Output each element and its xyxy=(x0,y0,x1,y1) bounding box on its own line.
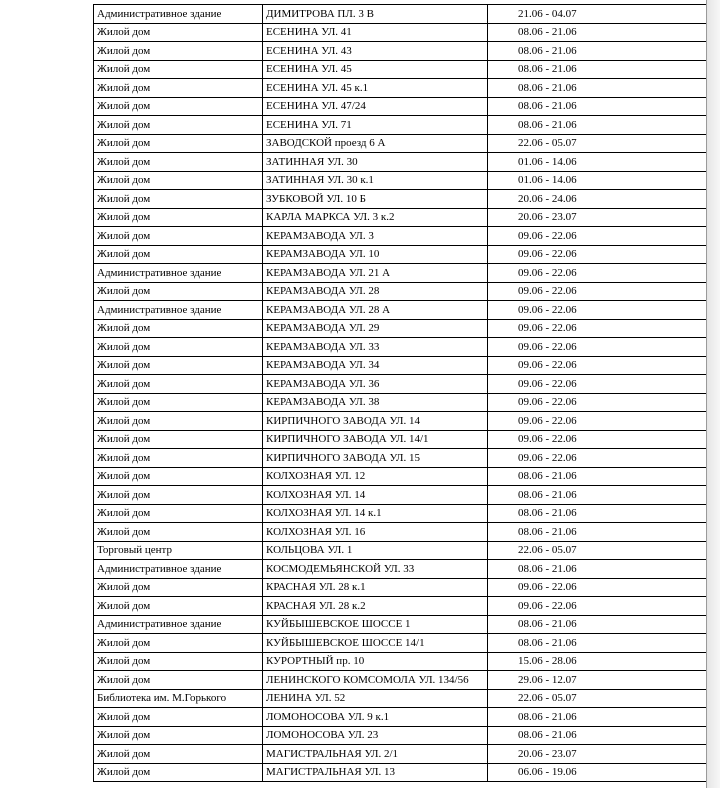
address-cell: КОЛХОЗНАЯ УЛ. 16 xyxy=(263,523,488,542)
table-row xyxy=(94,116,707,135)
table-row xyxy=(94,652,707,671)
period-cell: 09.06 - 22.06 xyxy=(488,449,707,468)
address-cell: ЕСЕНИНА УЛ. 71 xyxy=(263,116,488,135)
building-type-cell: Жилой дом xyxy=(94,486,263,505)
building-type-cell: Жилой дом xyxy=(94,97,263,116)
table-row xyxy=(94,60,707,79)
address-cell: ЕСЕНИНА УЛ. 45 к.1 xyxy=(263,79,488,98)
building-type-cell: Жилой дом xyxy=(94,356,263,375)
address-cell: КЕРАМЗАВОДА УЛ. 3 xyxy=(263,227,488,246)
building-type-cell: Торговый центр xyxy=(94,541,263,560)
building-type-cell: Жилой дом xyxy=(94,134,263,153)
period-cell: 09.06 - 22.06 xyxy=(488,356,707,375)
building-type-cell: Жилой дом xyxy=(94,523,263,542)
address-cell: ЕСЕНИНА УЛ. 45 xyxy=(263,60,488,79)
period-cell: 09.06 - 22.06 xyxy=(488,597,707,616)
table-row xyxy=(94,42,707,61)
building-type-cell: Жилой дом xyxy=(94,116,263,135)
table-row xyxy=(94,393,707,412)
address-cell: КИРПИЧНОГО ЗАВОДА УЛ. 15 xyxy=(263,449,488,468)
building-type-cell: Жилой дом xyxy=(94,708,263,727)
address-cell: МАГИСТРАЛЬНАЯ УЛ. 13 xyxy=(263,763,488,782)
building-type-cell: Библиотека им. М.Горького xyxy=(94,689,263,708)
table-row xyxy=(94,523,707,542)
building-type-cell: Жилой дом xyxy=(94,597,263,616)
period-cell: 08.06 - 21.06 xyxy=(488,523,707,542)
address-cell: ЗАВОДСКОЙ проезд 6 А xyxy=(263,134,488,153)
period-cell: 09.06 - 22.06 xyxy=(488,282,707,301)
period-cell: 01.06 - 14.06 xyxy=(488,153,707,172)
period-cell: 09.06 - 22.06 xyxy=(488,245,707,264)
table-row xyxy=(94,208,707,227)
period-cell: 09.06 - 22.06 xyxy=(488,319,707,338)
building-type-cell: Жилой дом xyxy=(94,282,263,301)
period-cell: 08.06 - 21.06 xyxy=(488,116,707,135)
address-cell: КОСМОДЕМЬЯНСКОЙ УЛ. 33 xyxy=(263,560,488,579)
period-cell: 09.06 - 22.06 xyxy=(488,393,707,412)
building-type-cell: Жилой дом xyxy=(94,504,263,523)
building-type-cell: Жилой дом xyxy=(94,467,263,486)
period-cell: 29.06 - 12.07 xyxy=(488,671,707,690)
address-cell: КОЛЬЦОВА УЛ. 1 xyxy=(263,541,488,560)
building-type-cell: Жилой дом xyxy=(94,79,263,98)
building-type-cell: Жилой дом xyxy=(94,60,263,79)
address-cell: КЕРАМЗАВОДА УЛ. 33 xyxy=(263,338,488,357)
table-row xyxy=(94,153,707,172)
period-cell: 15.06 - 28.06 xyxy=(488,652,707,671)
table-row xyxy=(94,264,707,283)
address-cell: КЕРАМЗАВОДА УЛ. 21 А xyxy=(263,264,488,283)
period-cell: 08.06 - 21.06 xyxy=(488,504,707,523)
table-row xyxy=(94,134,707,153)
table-row xyxy=(94,726,707,745)
address-cell: КОЛХОЗНАЯ УЛ. 14 к.1 xyxy=(263,504,488,523)
building-type-cell: Жилой дом xyxy=(94,171,263,190)
table-row xyxy=(94,634,707,653)
address-cell: КЕРАМЗАВОДА УЛ. 34 xyxy=(263,356,488,375)
building-type-cell: Жилой дом xyxy=(94,227,263,246)
table-row xyxy=(94,597,707,616)
address-cell: КЕРАМЗАВОДА УЛ. 28 А xyxy=(263,301,488,320)
period-cell: 20.06 - 23.07 xyxy=(488,208,707,227)
period-cell: 09.06 - 22.06 xyxy=(488,301,707,320)
period-cell: 09.06 - 22.06 xyxy=(488,412,707,431)
address-cell: КИРПИЧНОГО ЗАВОДА УЛ. 14/1 xyxy=(263,430,488,449)
period-cell: 08.06 - 21.06 xyxy=(488,42,707,61)
address-cell: КУРОРТНЫЙ пр. 10 xyxy=(263,652,488,671)
period-cell: 06.06 - 19.06 xyxy=(488,763,707,782)
building-type-cell: Жилой дом xyxy=(94,652,263,671)
table-row xyxy=(94,23,707,42)
building-type-cell: Жилой дом xyxy=(94,208,263,227)
table-row xyxy=(94,430,707,449)
schedule-table-body xyxy=(94,5,707,782)
address-cell: ЕСЕНИНА УЛ. 43 xyxy=(263,42,488,61)
address-cell: КОЛХОЗНАЯ УЛ. 12 xyxy=(263,467,488,486)
building-type-cell: Жилой дом xyxy=(94,578,263,597)
table-row xyxy=(94,615,707,634)
building-type-cell: Жилой дом xyxy=(94,375,263,394)
address-cell: КЕРАМЗАВОДА УЛ. 10 xyxy=(263,245,488,264)
period-cell: 08.06 - 21.06 xyxy=(488,467,707,486)
address-cell: ЗУБКОВОЙ УЛ. 10 Б xyxy=(263,190,488,209)
table-row xyxy=(94,356,707,375)
address-cell: ЕСЕНИНА УЛ. 41 xyxy=(263,23,488,42)
address-cell: ЛЕНИНА УЛ. 52 xyxy=(263,689,488,708)
building-type-cell: Жилой дом xyxy=(94,430,263,449)
period-cell: 09.06 - 22.06 xyxy=(488,227,707,246)
period-cell: 08.06 - 21.06 xyxy=(488,97,707,116)
period-cell: 20.06 - 24.06 xyxy=(488,190,707,209)
table-row xyxy=(94,375,707,394)
building-type-cell: Жилой дом xyxy=(94,449,263,468)
table-row xyxy=(94,449,707,468)
period-cell: 08.06 - 21.06 xyxy=(488,60,707,79)
table-row xyxy=(94,412,707,431)
address-cell: КОЛХОЗНАЯ УЛ. 14 xyxy=(263,486,488,505)
table-row xyxy=(94,301,707,320)
address-cell: КИРПИЧНОГО ЗАВОДА УЛ. 14 xyxy=(263,412,488,431)
table-row xyxy=(94,708,707,727)
period-cell: 09.06 - 22.06 xyxy=(488,264,707,283)
period-cell: 22.06 - 05.07 xyxy=(488,541,707,560)
period-cell: 22.06 - 05.07 xyxy=(488,689,707,708)
building-type-cell: Жилой дом xyxy=(94,190,263,209)
address-cell: ДИМИТРОВА ПЛ. 3 В xyxy=(263,5,488,24)
table-row xyxy=(94,79,707,98)
period-cell: 08.06 - 21.06 xyxy=(488,708,707,727)
address-cell: КРАСНАЯ УЛ. 28 к.1 xyxy=(263,578,488,597)
period-cell: 08.06 - 21.06 xyxy=(488,560,707,579)
period-cell: 08.06 - 21.06 xyxy=(488,726,707,745)
table-row xyxy=(94,671,707,690)
table-row xyxy=(94,486,707,505)
period-cell: 08.06 - 21.06 xyxy=(488,486,707,505)
table-row xyxy=(94,763,707,782)
period-cell: 09.06 - 22.06 xyxy=(488,430,707,449)
period-cell: 08.06 - 21.06 xyxy=(488,79,707,98)
address-cell: ЛЕНИНСКОГО КОМСОМОЛА УЛ. 134/56 xyxy=(263,671,488,690)
table-row xyxy=(94,227,707,246)
period-cell: 01.06 - 14.06 xyxy=(488,171,707,190)
building-type-cell: Жилой дом xyxy=(94,412,263,431)
building-type-cell: Жилой дом xyxy=(94,153,263,172)
period-cell: 09.06 - 22.06 xyxy=(488,338,707,357)
table-row xyxy=(94,338,707,357)
table-row xyxy=(94,5,707,24)
period-cell: 08.06 - 21.06 xyxy=(488,634,707,653)
building-type-cell: Административное здание xyxy=(94,301,263,320)
address-cell: ЛОМОНОСОВА УЛ. 23 xyxy=(263,726,488,745)
table-row xyxy=(94,282,707,301)
period-cell: 08.06 - 21.06 xyxy=(488,23,707,42)
building-type-cell: Жилой дом xyxy=(94,393,263,412)
table-row xyxy=(94,171,707,190)
address-cell: КЕРАМЗАВОДА УЛ. 29 xyxy=(263,319,488,338)
page-shadow xyxy=(707,0,720,788)
building-type-cell: Жилой дом xyxy=(94,745,263,764)
address-cell: ЗАТИННАЯ УЛ. 30 к.1 xyxy=(263,171,488,190)
building-type-cell: Жилой дом xyxy=(94,42,263,61)
building-type-cell: Административное здание xyxy=(94,560,263,579)
table-row xyxy=(94,745,707,764)
building-type-cell: Административное здание xyxy=(94,615,263,634)
building-type-cell: Жилой дом xyxy=(94,245,263,264)
table-row xyxy=(94,560,707,579)
period-cell: 09.06 - 22.06 xyxy=(488,375,707,394)
address-cell: КУЙБЫШЕВСКОЕ ШОССЕ 1 xyxy=(263,615,488,634)
address-cell: ЕСЕНИНА УЛ. 47/24 xyxy=(263,97,488,116)
address-cell: КЕРАМЗАВОДА УЛ. 36 xyxy=(263,375,488,394)
table-row xyxy=(94,319,707,338)
address-cell: КЕРАМЗАВОДА УЛ. 28 xyxy=(263,282,488,301)
table-row xyxy=(94,190,707,209)
building-type-cell: Жилой дом xyxy=(94,671,263,690)
table-row xyxy=(94,504,707,523)
building-type-cell: Жилой дом xyxy=(94,338,263,357)
building-type-cell: Жилой дом xyxy=(94,634,263,653)
address-cell: КЕРАМЗАВОДА УЛ. 38 xyxy=(263,393,488,412)
address-cell: КРАСНАЯ УЛ. 28 к.2 xyxy=(263,597,488,616)
table-row xyxy=(94,689,707,708)
building-type-cell: Жилой дом xyxy=(94,319,263,338)
period-cell: 08.06 - 21.06 xyxy=(488,615,707,634)
table-row xyxy=(94,467,707,486)
schedule-table xyxy=(93,4,707,782)
table-row xyxy=(94,245,707,264)
table-row xyxy=(94,541,707,560)
address-cell: КУЙБЫШЕВСКОЕ ШОССЕ 14/1 xyxy=(263,634,488,653)
address-cell: МАГИСТРАЛЬНАЯ УЛ. 2/1 xyxy=(263,745,488,764)
period-cell: 09.06 - 22.06 xyxy=(488,578,707,597)
building-type-cell: Административное здание xyxy=(94,264,263,283)
address-cell: ЛОМОНОСОВА УЛ. 9 к.1 xyxy=(263,708,488,727)
period-cell: 21.06 - 04.07 xyxy=(488,5,707,24)
period-cell: 20.06 - 23.07 xyxy=(488,745,707,764)
building-type-cell: Жилой дом xyxy=(94,23,263,42)
building-type-cell: Жилой дом xyxy=(94,726,263,745)
table-row xyxy=(94,97,707,116)
address-cell: КАРЛА МАРКСА УЛ. 3 к.2 xyxy=(263,208,488,227)
building-type-cell: Административное здание xyxy=(94,5,263,24)
table-row xyxy=(94,578,707,597)
address-cell: ЗАТИННАЯ УЛ. 30 xyxy=(263,153,488,172)
building-type-cell: Жилой дом xyxy=(94,763,263,782)
period-cell: 22.06 - 05.07 xyxy=(488,134,707,153)
